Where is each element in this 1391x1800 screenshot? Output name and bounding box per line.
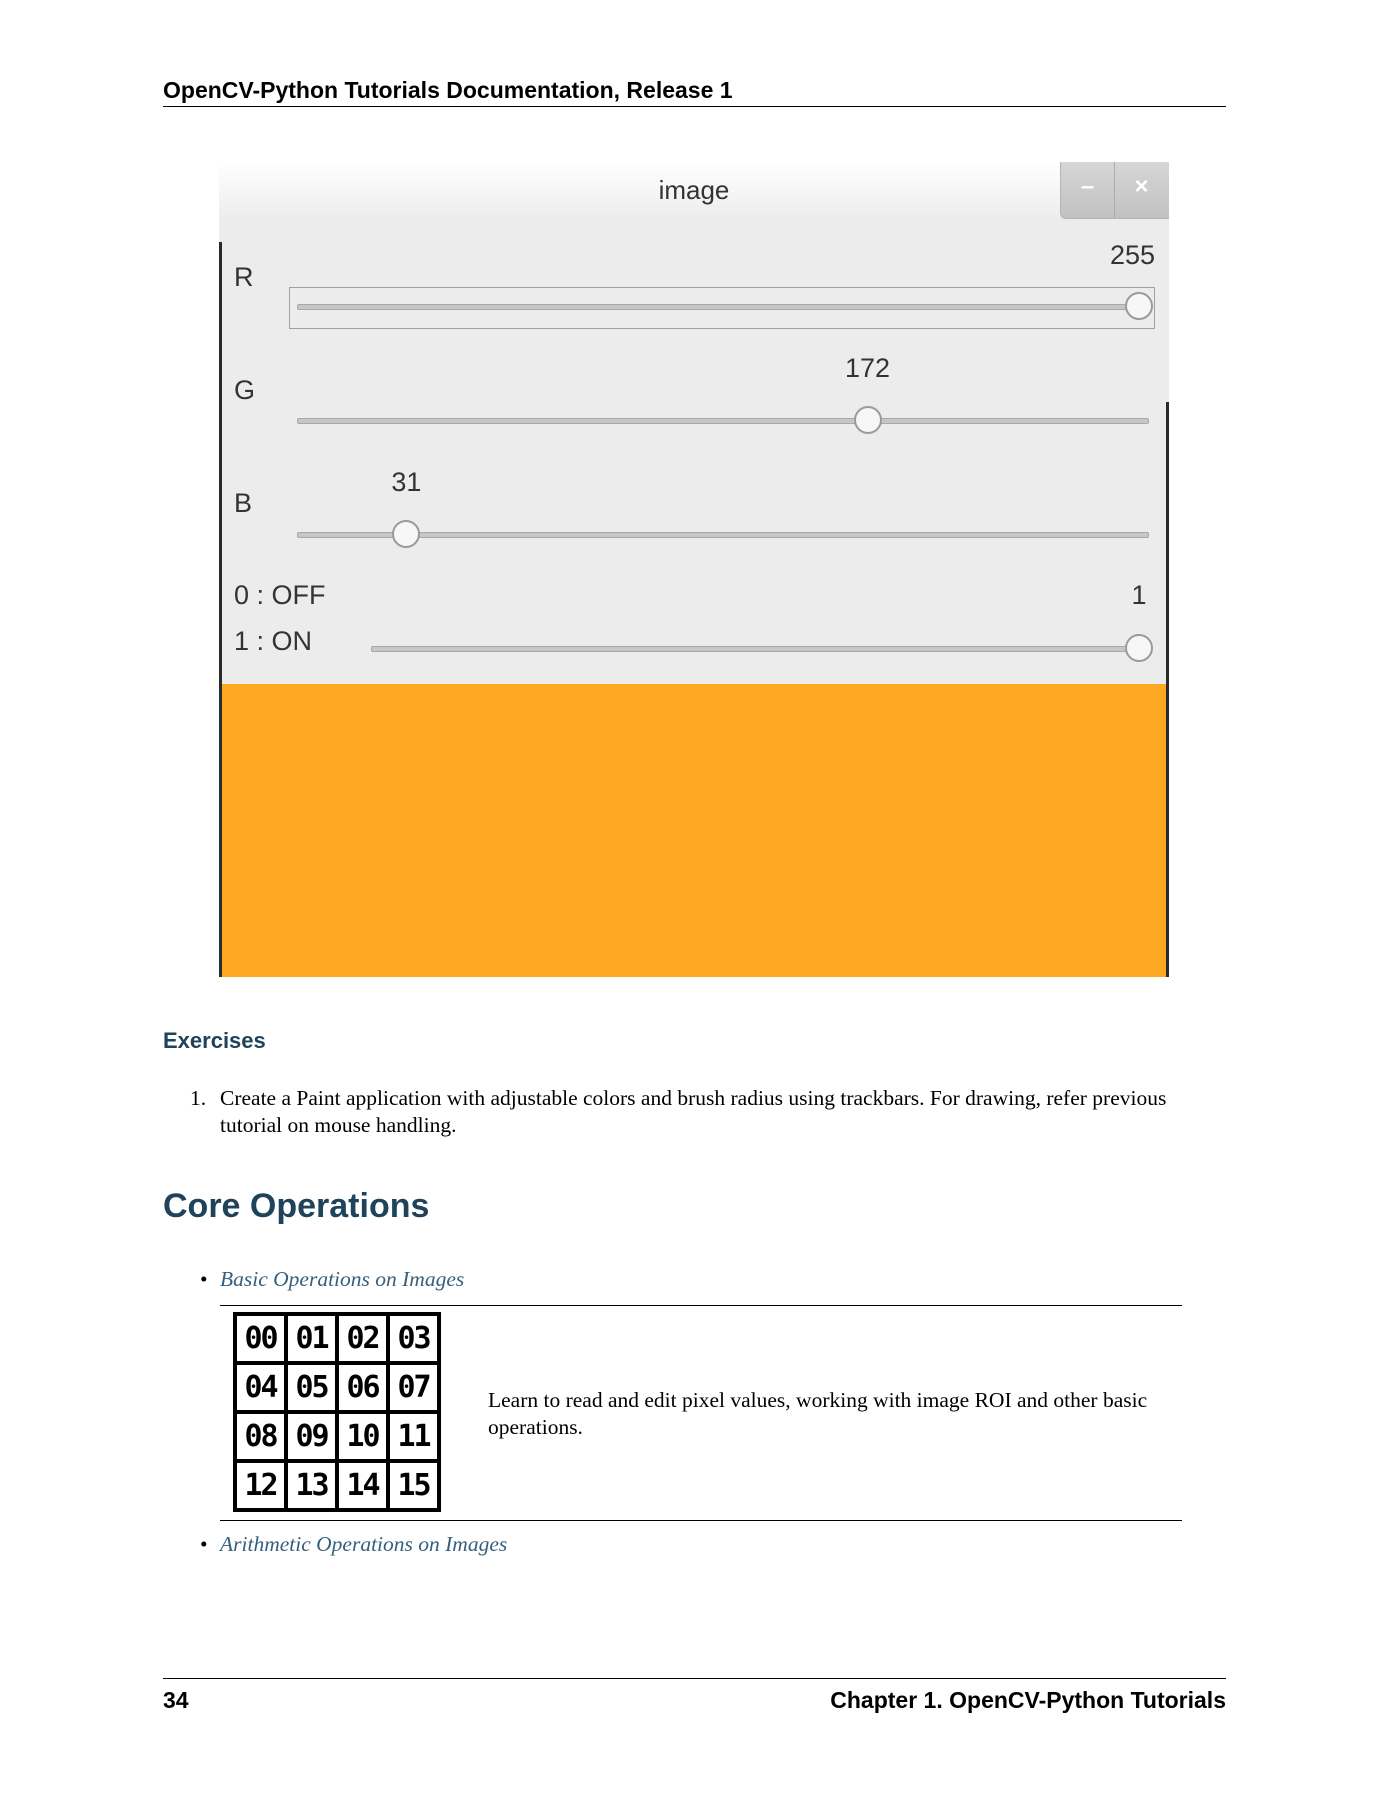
trackbar-r-value: 255 xyxy=(1109,240,1155,270)
exercise-number: 1. xyxy=(190,1086,207,1110)
exercise-list xyxy=(190,1085,1230,1139)
grid-cell: 09 xyxy=(288,1414,335,1459)
bullet: • xyxy=(200,1267,208,1291)
grid-cell: 14 xyxy=(339,1463,386,1508)
grid-cell: 00 xyxy=(237,1316,284,1361)
trackbar-r-slider[interactable] xyxy=(1125,292,1153,320)
grid-cell: 07 xyxy=(390,1365,437,1410)
table-bottom-rule xyxy=(220,1520,1182,1521)
grid-cell: 01 xyxy=(288,1316,335,1361)
trackbar-b-track[interactable] xyxy=(297,532,1149,538)
grid-cell: 08 xyxy=(237,1414,284,1459)
switch-off-label: 0 : OFF xyxy=(234,580,326,610)
chapter-footer: Chapter 1. OpenCV-Python Tutorials xyxy=(830,1687,1226,1713)
trackbar-g-slider[interactable] xyxy=(854,406,882,434)
pixel-grid-image xyxy=(233,1312,441,1512)
trackbar-b-slider[interactable] xyxy=(392,520,420,548)
bullet: • xyxy=(200,1532,208,1556)
trackbar-b-value: 31 xyxy=(391,467,422,497)
grid-cell: 13 xyxy=(288,1463,335,1508)
window-edge-left xyxy=(219,242,222,977)
grid-cell: 02 xyxy=(339,1316,386,1361)
grid-cell: 11 xyxy=(390,1414,437,1459)
color-preview xyxy=(219,684,1169,977)
switch-on-label: 1 : ON xyxy=(234,626,313,656)
window-buttons xyxy=(1060,162,1169,219)
close-button[interactable]: × xyxy=(1134,173,1149,200)
trackbar-r-track[interactable] xyxy=(297,304,1149,310)
trackbar-g-track[interactable] xyxy=(297,418,1149,424)
exercises-heading: Exercises xyxy=(163,1028,266,1053)
grid-cell: 05 xyxy=(288,1365,335,1410)
page-number: 34 xyxy=(163,1687,189,1713)
window-title: image xyxy=(658,175,730,205)
grid-cell: 10 xyxy=(339,1414,386,1459)
core-operations-heading: Core Operations xyxy=(163,1187,430,1225)
basic-operations-description: Learn to read and edit pixel values, working with image ROI and other basic operations. xyxy=(488,1388,1148,1439)
exercise-text: Create a Paint application with adjustable colors and brush radius using trackbars. For drawing, refer previous tutorial on mouse handling. xyxy=(220,1086,1167,1137)
arithmetic-operations-link[interactable]: Arithmetic Operations on Images xyxy=(220,1532,508,1556)
header-rule xyxy=(163,106,1226,107)
switch-value: 1 xyxy=(1131,580,1147,610)
trackbar-b-label: B xyxy=(234,488,253,518)
footer-rule xyxy=(163,1678,1226,1679)
trackbar-g-label: G xyxy=(234,375,256,405)
grid-cell: 06 xyxy=(339,1365,386,1410)
switch-slider[interactable] xyxy=(1125,634,1153,662)
grid-cell: 12 xyxy=(237,1463,284,1508)
minimize-button[interactable]: – xyxy=(1061,162,1115,218)
grid-cell: 15 xyxy=(390,1463,437,1508)
grid-cell: 04 xyxy=(237,1365,284,1410)
trackbar-g-value: 172 xyxy=(845,353,891,383)
table-top-rule xyxy=(220,1305,1182,1306)
running-header: OpenCV-Python Tutorials Documentation, Release 1 xyxy=(163,77,733,103)
trackbar-window xyxy=(219,162,1169,977)
window-edge-right xyxy=(1166,402,1169,977)
basic-operations-link[interactable]: Basic Operations on Images xyxy=(220,1267,465,1291)
switch-track[interactable] xyxy=(371,646,1149,652)
window-titlebar[interactable] xyxy=(219,162,1169,220)
trackbar-r-label: R xyxy=(234,262,254,292)
grid-cell: 03 xyxy=(390,1316,437,1361)
